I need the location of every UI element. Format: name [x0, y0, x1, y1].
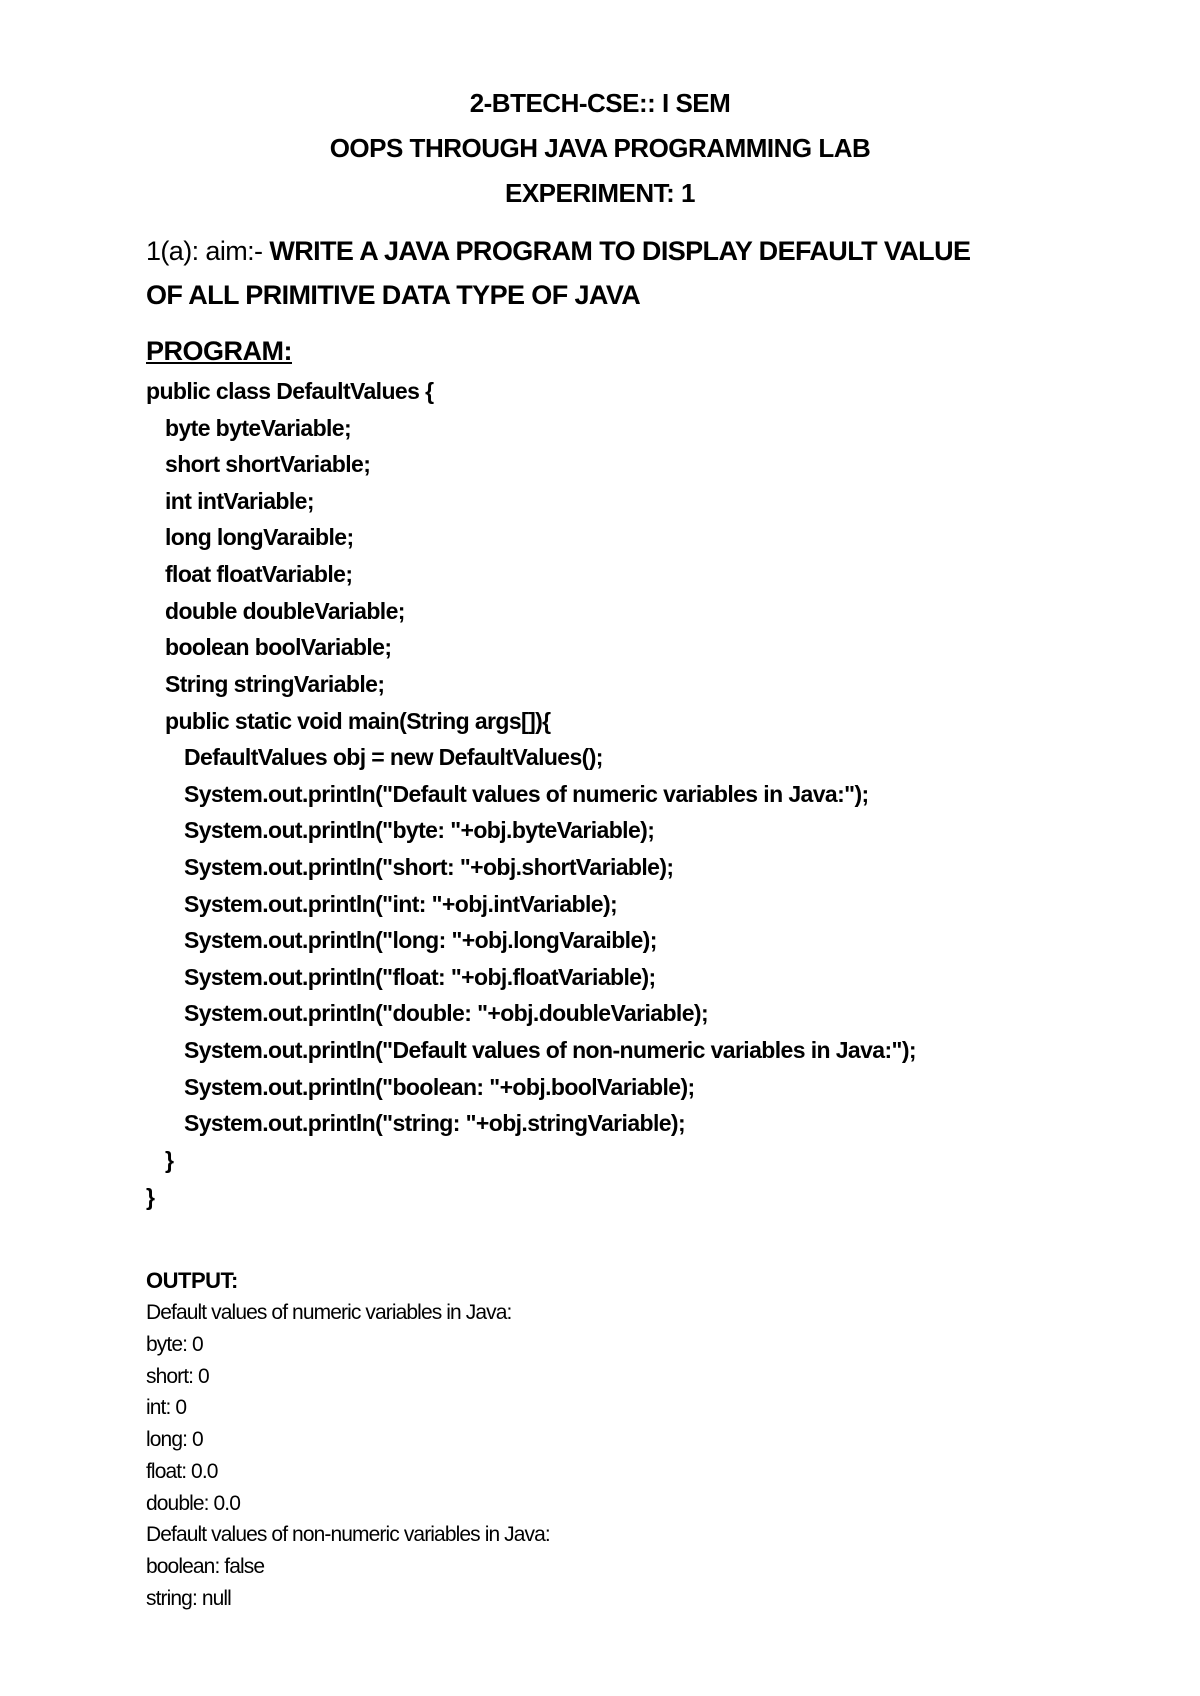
output-line: float: 0.0	[146, 1460, 218, 1483]
code-line: long longVaraible;	[165, 524, 354, 550]
output-line: boolean: false	[146, 1555, 265, 1578]
code-line: System.out.println("string: "+obj.stringVariable);	[184, 1110, 686, 1136]
course-heading: 2-BTECH-CSE:: I SEM	[469, 88, 731, 118]
code-line: System.out.println("long: "+obj.longVaraible);	[184, 927, 657, 953]
output-line: short: 0	[146, 1365, 209, 1388]
program-label: PROGRAM:	[146, 336, 292, 366]
code-line: public class DefaultValues {	[146, 378, 434, 404]
code-line: byte byteVariable;	[165, 415, 352, 441]
code-line: System.out.println("byte: "+obj.byteVariable);	[184, 817, 655, 843]
output-line: byte: 0	[146, 1333, 203, 1356]
code-line: int intVariable;	[165, 488, 314, 514]
code-line: boolean boolVariable;	[165, 634, 392, 660]
code-line: String stringVariable;	[165, 671, 385, 697]
code-line: }	[146, 1184, 155, 1210]
aim-text-line-1: WRITE A JAVA PROGRAM TO DISPLAY DEFAULT VALUE	[262, 236, 971, 266]
code-line: System.out.println("Default values of numeric variables in Java:");	[184, 781, 869, 807]
code-line: System.out.println("short: "+obj.shortVariable);	[184, 854, 674, 880]
aim-line-2: OF ALL PRIMITIVE DATA TYPE OF JAVA	[146, 280, 641, 310]
output-label: OUTPUT:	[146, 1268, 238, 1293]
aim-prefix: 1(a): aim:-	[146, 236, 263, 266]
code-line: System.out.println("double: "+obj.doubleVariable);	[184, 1000, 709, 1026]
code-line: System.out.println("Default values of non-numeric variables in Java:");	[184, 1037, 916, 1063]
code-line: float floatVariable;	[165, 561, 353, 587]
experiment-title: EXPERIMENT: 1	[505, 178, 695, 208]
code-line: DefaultValues obj = new DefaultValues();	[184, 744, 603, 770]
lab-title: OOPS THROUGH JAVA PROGRAMMING LAB	[329, 133, 871, 163]
aim-line-1	[146, 236, 1066, 267]
code-line: System.out.println("int: "+obj.intVariable);	[184, 891, 618, 917]
output-line: string: null	[146, 1587, 231, 1610]
output-line: long: 0	[146, 1428, 203, 1451]
output-line: Default values of numeric variables in Java:	[146, 1301, 512, 1324]
output-line: int: 0	[146, 1396, 187, 1419]
code-line: public static void main(String args[]){	[165, 708, 551, 734]
code-line: System.out.println("float: "+obj.floatVariable);	[184, 964, 656, 990]
output-line: Default values of non-numeric variables in Java:	[146, 1523, 550, 1546]
code-line: double doubleVariable;	[165, 598, 405, 624]
code-line: }	[165, 1147, 174, 1173]
code-line: System.out.println("boolean: "+obj.boolVariable);	[184, 1074, 695, 1100]
code-line: short shortVariable;	[165, 451, 371, 477]
output-line: double: 0.0	[146, 1492, 241, 1515]
